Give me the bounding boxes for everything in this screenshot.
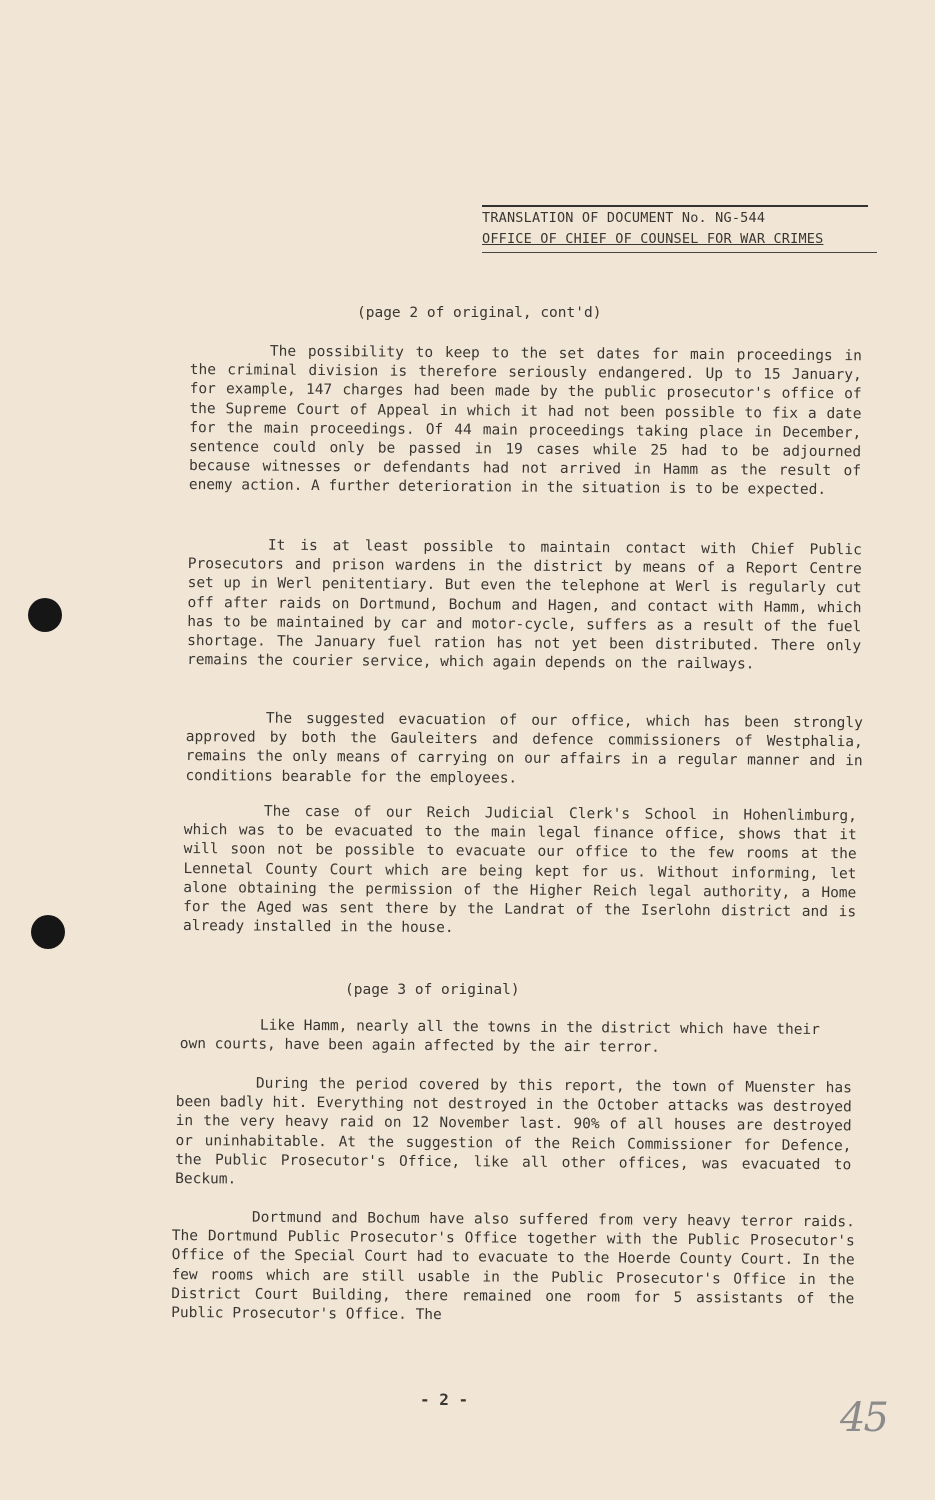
header-title: TRANSLATION OF DOCUMENT No. NG-544	[482, 210, 766, 226]
paragraph-3: The suggested evacuation of our office, which has been strongly approved by both the Gauleiters and defence commissioners of Westphalia, remains the only means of carrying on our affairs in a regular manner and in conditions bearable for the employees.	[185, 710, 863, 787]
header-office: OFFICE OF CHIEF OF COUNSEL FOR WAR CRIMES	[482, 231, 824, 247]
document-header	[482, 205, 877, 253]
page-2-marker: (page 2 of original, cont'd)	[357, 305, 602, 321]
paragraph-1: The possibility to keep to the set dates for main proceedings in the criminal division is therefore seriously endangered. Up to 15 January, for example, 147 charges had been made by the public prosecutor's office of the Supreme Court of Appeal in which it had not been possible to fix a date for the main proceedings. Of 44 main proceedings taking place in December, sentence could only be passed in 19 cases while 25 had to be adjourned because witnesses or defendants had not arrived in Hamm as the result of enemy action. A further deterioration in the situation is to be expected.	[188, 343, 862, 499]
page-3-marker: (page 3 of original)	[345, 982, 520, 998]
header-rule	[482, 252, 877, 253]
handwritten-folio-number: 45	[840, 1395, 887, 1441]
paragraph-6: During the period covered by this report, the town of Muenster has been badly hit. Everything not destroyed in the October attacks was destroyed in the very heavy raid on 12 November last. 90% of all houses are destroyed or uninhabitable. At the suggestion of the Reich Commissioner for Defence, the Public Prosecutor's Office, like all other offices, was evacuated to Beckum.	[175, 1075, 852, 1188]
punch-hole	[28, 598, 62, 632]
paragraph-5: Like Hamm, nearly all the towns in the district which have their own courts, have been again affected by the air terror.	[179, 1017, 820, 1056]
paragraph-2: It is at least possible to maintain contact with Chief Public Prosecutors and prison wardens in the district by means of a Report Centre set up in Werl penitentiary. But even the telephone at Werl is regularly cut off after raids on Dortmund, Bochum and Hagen, and contact with Hamm, which has to be maintained by car and motor-cycle, suffers as a result of the fuel shortage. The January fuel ration has not yet been distributed. There only remains the courier service, which again depends on the railways.	[186, 537, 862, 673]
page-number: - 2 -	[420, 1390, 469, 1409]
paragraph-4: The case of our Reich Judicial Clerk's School in Hohenlimburg, which was to be evacuated to the main legal finance office, shows that it will soon not be possible to evacuate our office to the few rooms at the Lennetal County Court which are being kept for us. Without informing, let alone obtaining the permission of the Higher Reich legal authority, a Home for the Aged was sent there by the Landrat of the Iserlohn district and is already installed in the house.	[182, 803, 857, 937]
punch-hole	[31, 915, 65, 949]
header-rule	[482, 205, 868, 207]
paragraph-7: Dortmund and Bochum have also suffered from very heavy terror raids. The Dortmund Public Prosecutor's Office together with the Public Prosecutor's Office of the Special Court had to evacuate to the Hoerde County Court. In the few rooms which are still usable in the Public Prosecutor's Office in the District Court Building, there remained one room for 5 assistants of the Public Prosecutor's Office. The	[171, 1209, 855, 1324]
